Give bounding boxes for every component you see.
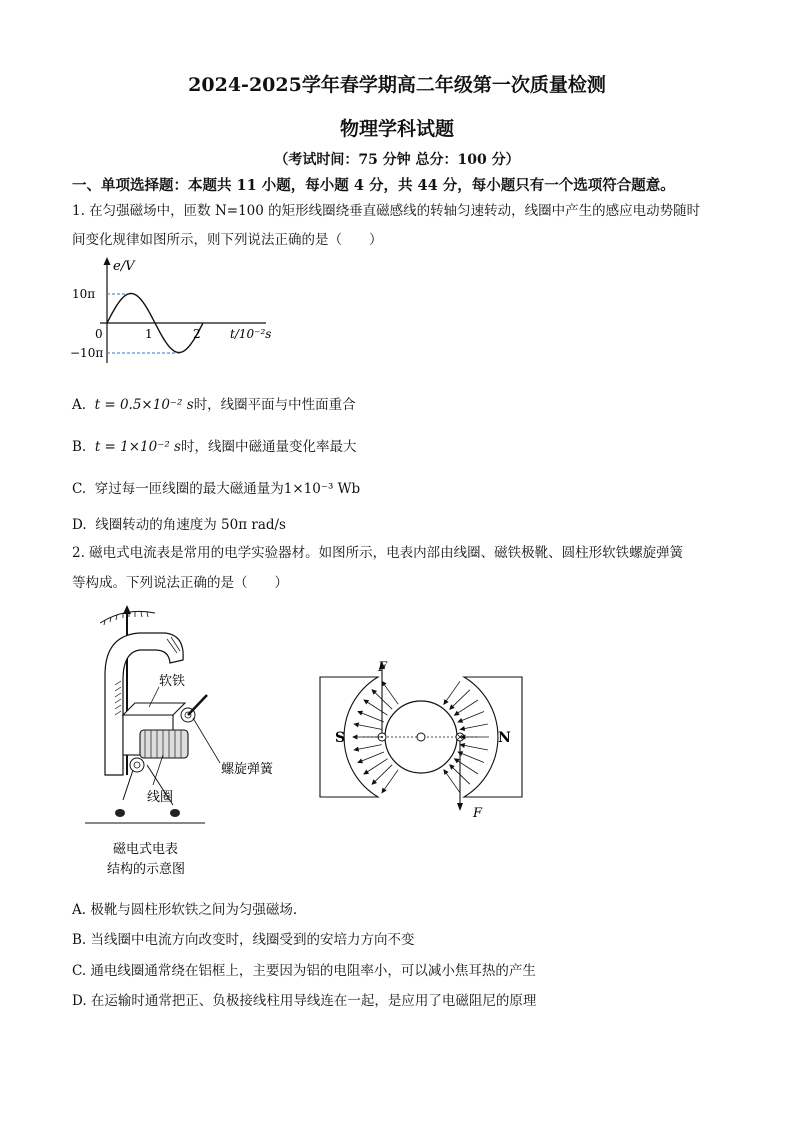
label-spring: 螺旋弹簧 xyxy=(221,762,274,777)
field-arrowhead xyxy=(382,788,386,792)
option-letter: A. xyxy=(72,397,87,413)
field-arrowhead xyxy=(458,719,463,723)
x-axis-label: t/10⁻²s xyxy=(230,327,272,341)
tick-ymin: −10π xyxy=(70,346,104,360)
meter-structure-diagram xyxy=(85,605,305,880)
exam-info: （考试时间：75 分钟 总分：100 分） xyxy=(274,152,520,168)
tick-ymax: 10π xyxy=(72,287,96,301)
terminal-right xyxy=(170,809,180,817)
field-arrowhead xyxy=(455,759,460,763)
field-arrowhead xyxy=(444,770,448,774)
q2-stem-line2: 等构成。下列说法正确的是（ ） xyxy=(72,575,288,591)
option-math: t = 0.5×10⁻² s xyxy=(94,397,194,413)
section-heading: 一、单项选择题：本题共 11 小题，每小题 4 分，共 44 分，每小题只有一个选项符合题意。 xyxy=(72,177,675,194)
field-arrowhead xyxy=(382,681,386,685)
field-arrowhead xyxy=(358,711,362,715)
label-S: S xyxy=(335,730,346,746)
option-math: 1×10⁻³ Wb xyxy=(283,481,361,497)
label-F-bottom: F xyxy=(473,806,483,821)
q1-stem-line1: 1. 在匀强磁场中，匝数 N=100 的矩形线圈绕垂直磁感线的转轴匀速转动，线圈中产生的感应电动势随时 xyxy=(72,203,701,219)
soft-iron-top xyxy=(123,703,185,715)
q2-option-a[interactable]: A. 极靴与圆柱形软铁之间为匀强磁场. xyxy=(72,902,298,918)
q2-option-c[interactable]: C. 通电线圈通常绕在铝框上，主要因为铝的电阻率小，可以减小焦耳热的产生 xyxy=(72,963,536,979)
q1-option-c[interactable] xyxy=(72,477,360,497)
option-text: 时，线圈中磁通量变化率最大 xyxy=(180,439,357,455)
q2-option-d[interactable]: D. 在运输时通常把正、负极接线柱用导线连在一起，是应用了电磁阻尼的原理 xyxy=(72,993,537,1009)
q2-option-b[interactable]: B. 当线圈中电流方向改变时，线圈受到的安培力方向不变 xyxy=(72,932,415,948)
field-arrowhead xyxy=(354,747,358,751)
y-axis-arrow xyxy=(104,257,111,265)
field-arrowhead xyxy=(455,711,460,715)
option-letter: D. xyxy=(72,517,87,533)
pointer-tip xyxy=(123,605,131,614)
q1-option-a[interactable] xyxy=(72,393,356,413)
field-arrowhead xyxy=(460,744,464,748)
tick-x1: 1 xyxy=(145,327,153,341)
field-arrowhead xyxy=(354,723,358,727)
option-letter: B. xyxy=(72,439,87,455)
option-text: 时，线圈平面与中性面重合 xyxy=(193,397,356,413)
q1-stem-line2: 间变化规律如图所示，则下列说法正确的是（ ） xyxy=(72,232,383,248)
caption-line2: 结构的示意图 xyxy=(107,862,186,877)
option-letter: C. xyxy=(72,481,87,497)
caption-line1: 磁电式电表 xyxy=(113,842,179,857)
option-math: t = 1×10⁻² s xyxy=(94,439,181,455)
label-coil: 线圈 xyxy=(147,790,174,805)
terminal-left xyxy=(115,809,125,817)
field-arrowhead xyxy=(364,700,368,704)
q2-stem-line1: 2. 磁电式电流表是常用的电学实验器材。如图所示，电表内部由线圈、磁铁极靴、圆柱形软铁螺旋弹簧 xyxy=(72,545,684,561)
q1-emf-graph xyxy=(70,255,290,370)
axle xyxy=(188,695,207,715)
y-axis-label: e/V xyxy=(113,259,135,274)
field-arrowhead xyxy=(358,759,362,763)
axis-center xyxy=(417,733,425,741)
spring-lower xyxy=(130,758,144,772)
q1-option-d[interactable] xyxy=(72,513,286,533)
option-text: 穿过每一匝线圈的最大磁通量为 xyxy=(94,481,284,497)
field-arrowhead xyxy=(353,735,357,739)
field-arrowhead xyxy=(364,770,368,774)
q1-option-b[interactable] xyxy=(72,435,356,455)
option-text: 线圈转动的角速度为 50π rad/s xyxy=(95,517,286,533)
label-F-top: F xyxy=(378,660,388,675)
field-arrowhead xyxy=(460,727,464,731)
radial-field-diagram xyxy=(318,655,528,825)
tick-x2: 2 xyxy=(193,327,201,341)
subject-title: 物理学科试题 xyxy=(339,118,454,140)
exam-title: 2024-2025学年春学期高二年级第一次质量检测 xyxy=(188,74,606,96)
label-soft-iron: 软铁 xyxy=(159,674,186,689)
tick-origin: 0 xyxy=(95,327,103,341)
field-arrowhead xyxy=(444,700,448,704)
label-N: N xyxy=(498,730,511,746)
